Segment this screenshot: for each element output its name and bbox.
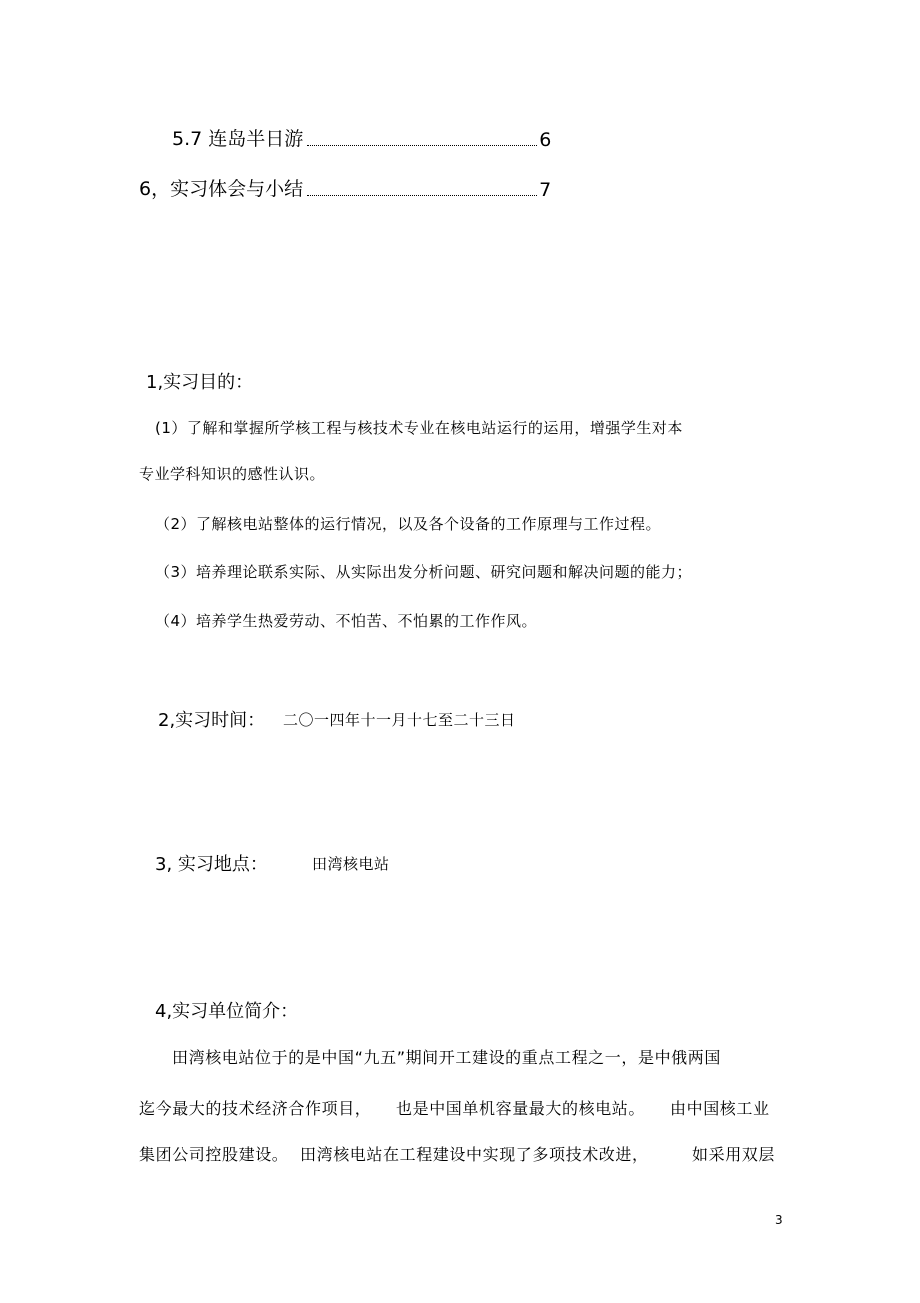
paragraph-line: （4）培养学生热爱劳动、不怕苦、不怕累的工作作风。 [155, 612, 538, 630]
toc-label: 6，实习体会与小结 [139, 178, 304, 200]
section-value: 二〇一四年十一月十七至二十三日 [283, 711, 516, 729]
paragraph-line: (1）了解和掌握所学核工程与核技术专业在核电站运行的运用，增强学生对本 [155, 419, 683, 437]
page-number: 3 [775, 1213, 783, 1227]
paragraph-line: （2）了解核电站整体的运行情况，以及各个设备的工作原理与工作过程。 [155, 515, 662, 533]
section-heading: 1,实习目的： [146, 372, 254, 393]
toc-leader [307, 195, 537, 196]
section-heading: 3, 实习地点： [155, 854, 268, 875]
paragraph-line: 也是中国单机容量最大的核电站。 [396, 1099, 646, 1118]
paragraph-line: 集团公司控股建设。 [139, 1145, 289, 1164]
toc-leader [307, 145, 537, 146]
paragraph-line: 田湾核电站在工程建设中实现了多项技术改进， [300, 1145, 649, 1164]
paragraph-line: （3）培养理论联系实际、从实际出发分析问题、研究问题和解决问题的能力； [155, 563, 693, 581]
toc-label: 5.7 连岛半日游 [172, 128, 304, 150]
paragraph-line: 由中国核工业 [670, 1099, 770, 1118]
paragraph-line: 专业学科知识的感性认识。 [139, 465, 326, 483]
section-heading: 2,实习时间： [158, 710, 266, 731]
toc-entry [139, 174, 551, 201]
section-value: 田湾核电站 [312, 855, 390, 873]
paragraph-line: 田湾核电站位于的是中国“九五”期间开工建设的重点工程之一，是中俄两国 [172, 1048, 721, 1067]
toc-page: 6 [539, 129, 552, 151]
toc-entry [172, 124, 551, 151]
paragraph-line: 迄今最大的技术经济合作项目， [139, 1099, 372, 1118]
section-heading: 4,实习单位简介： [155, 1001, 299, 1022]
toc-page: 7 [539, 179, 552, 201]
paragraph-line: 如采用双层 [692, 1145, 776, 1164]
